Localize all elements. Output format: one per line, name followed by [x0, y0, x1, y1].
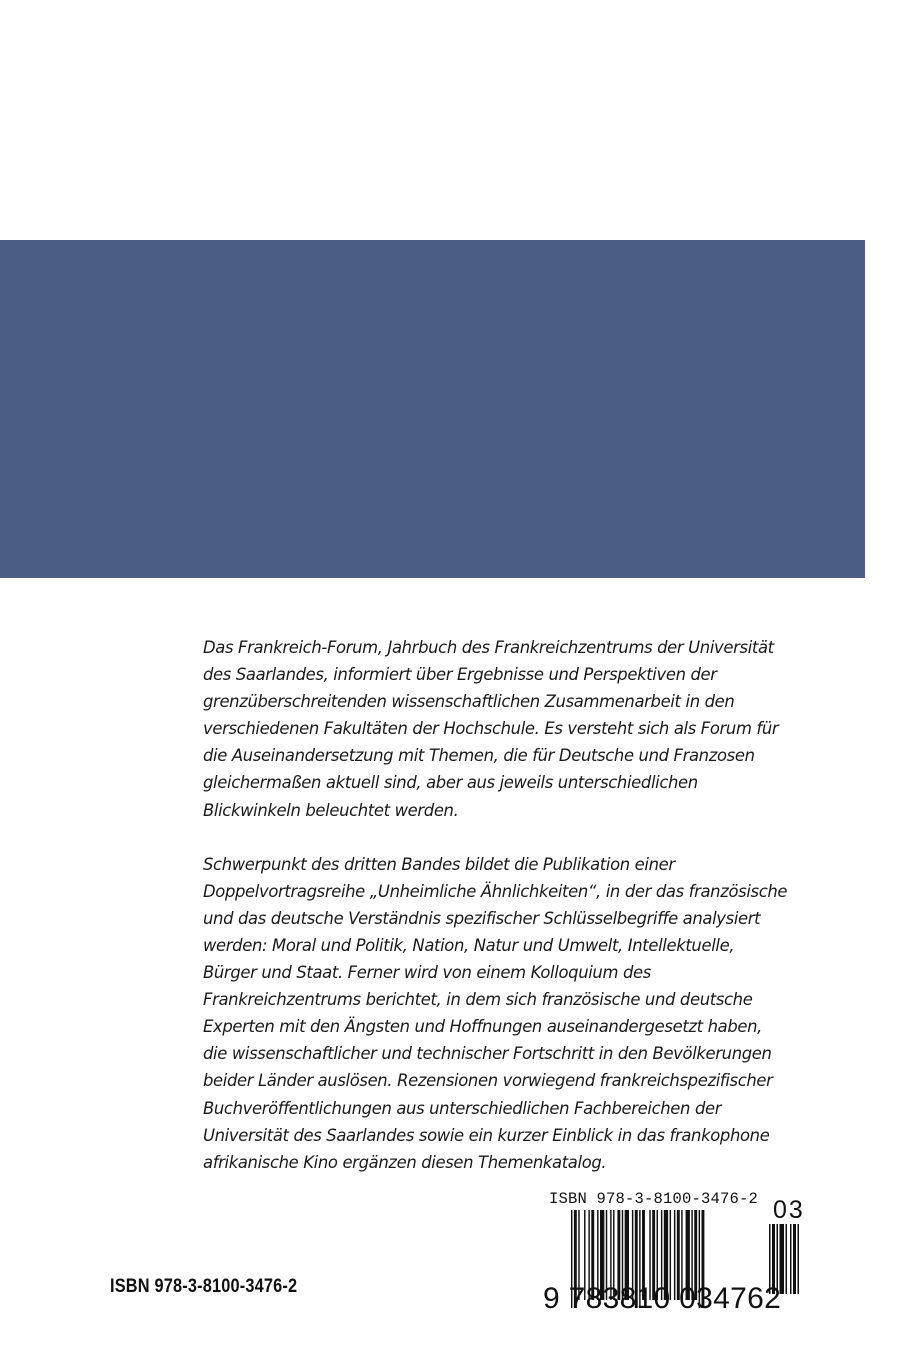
blurb-line: beider Länder auslösen. Rezensionen vorwiegend frankreichspezifischer: [203, 1071, 773, 1091]
blurb-line: Blickwinkeln beleuchtet werden.: [203, 800, 459, 820]
blurb-line: afrikanische Kino ergänzen diesen Themenkatalog.: [203, 1152, 607, 1172]
blurb-paragraph-2: [203, 851, 803, 1176]
blurb-line: Universität des Saarlandes sowie ein kurzer Einblick in das frankophone: [203, 1125, 770, 1145]
isbn-label: ISBN 978-3-8100-3476-2: [110, 1276, 298, 1297]
blurb-line: die wissenschaftlicher und technischer Fortschritt in den Bevölkerungen: [203, 1044, 772, 1064]
blurb-line: Frankreichzentrums berichtet, in dem sich französische und deutsche: [203, 990, 753, 1010]
blurb-line: Experten mit den Ängsten und Hoffnungen auseinandergesetzt haben,: [203, 1017, 763, 1037]
blurb-line: verschiedenen Fakultäten der Hochschule. Es versteht sich als Forum für: [203, 719, 779, 739]
barcode-addon-bar: [790, 1224, 792, 1294]
barcode-addon-bar: [798, 1224, 800, 1294]
cover-color-band: [0, 240, 865, 578]
blurb-line: Buchveröffentlichungen aus unterschiedlichen Fachbereichen der: [203, 1098, 722, 1118]
barcode-addon-bar: [793, 1224, 796, 1294]
isbn-barcode: [541, 1188, 809, 1318]
barcode-digits: 9 783810 034762: [543, 1282, 782, 1315]
blurb-line: werden: Moral und Politik, Nation, Natur und Umwelt, Intellektuelle,: [203, 935, 735, 955]
blurb-paragraph-1: [203, 634, 803, 824]
blurb-line: die Auseinandersetzung mit Themen, die für Deutsche und Franzosen: [203, 746, 755, 766]
barcode-isbn-text: ISBN 978-3-8100-3476-2: [549, 1190, 759, 1208]
blurb-line: Das Frankreich-Forum, Jahrbuch des Frankreichzentrums der Universität: [203, 638, 774, 657]
blurb-line: grenzüberschreitenden wissenschaftlichen Zusammenarbeit in den: [203, 692, 735, 712]
blurb-line: des Saarlandes, informiert über Ergebnisse und Perspektiven der: [203, 665, 717, 685]
blurb-line: Bürger und Staat. Ferner wird von einem Kolloquium des: [203, 963, 651, 983]
blurb-line: Doppelvortragsreihe „Unheimliche Ähnlichkeiten“, in der das französische: [203, 881, 788, 901]
blurb-line: gleichermaßen aktuell sind, aber aus jeweils unterschiedlichen: [203, 773, 698, 793]
blurb-line: und das deutsche Verständnis spezifischer Schlüsselbegriffe analysiert: [203, 908, 761, 928]
blurb-line: Schwerpunkt des dritten Bandes bildet die Publikation einer: [203, 854, 675, 874]
barcode-addon-bar: [786, 1224, 788, 1294]
barcode-addon-digits: 03: [773, 1196, 805, 1224]
blurb-text: [203, 634, 803, 1203]
